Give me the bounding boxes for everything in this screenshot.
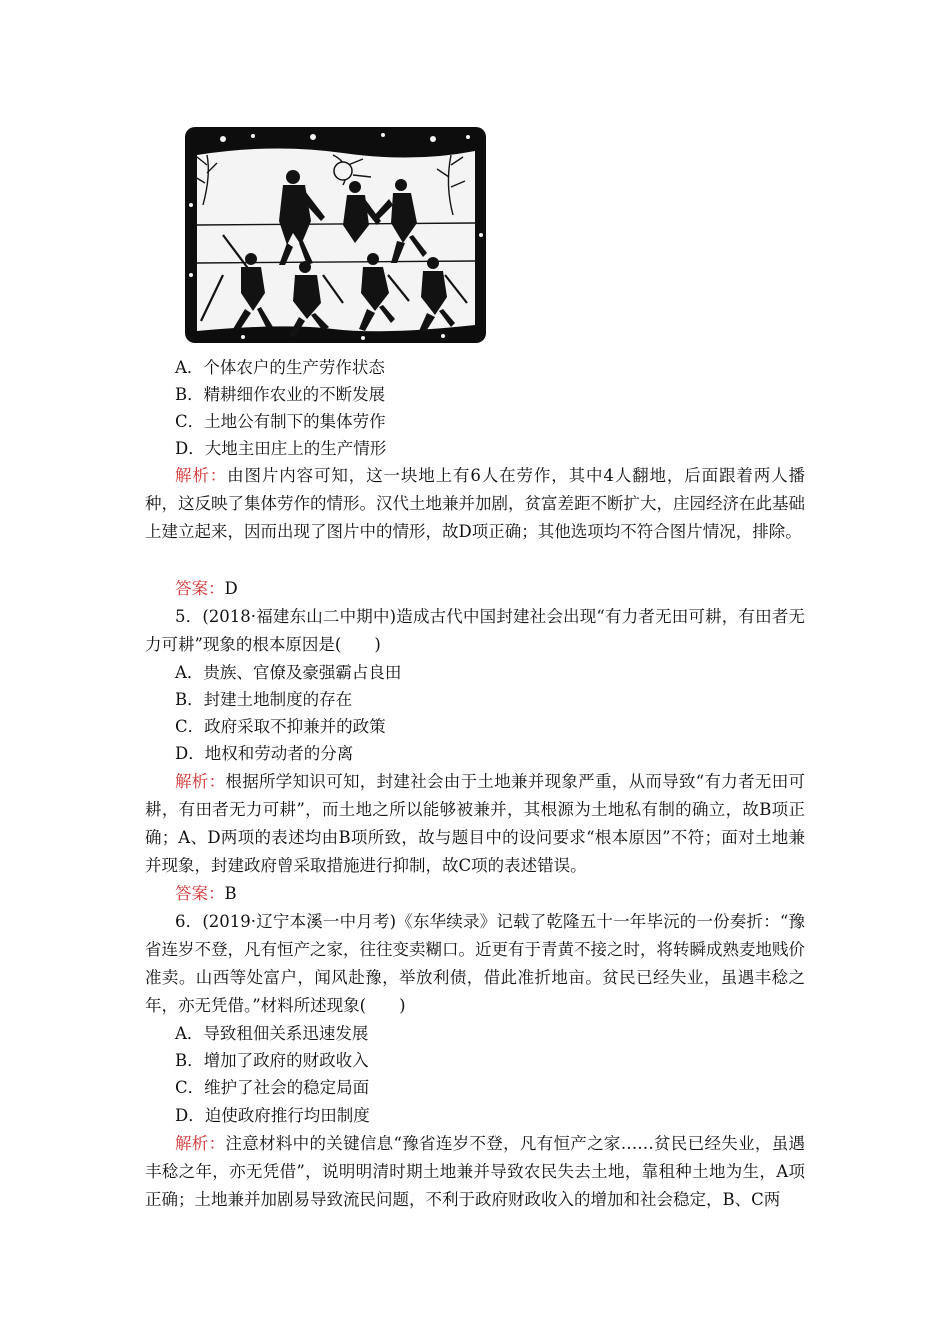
q6-stem: 6．(2019·辽宁本溪一中月考)《东华续录》记载了乾隆五十一年毕沅的一份奏折：“豫省连岁不登，凡有恒产之家，往往变卖糊口。近更有于青黄不接之时，将转瞬成熟麦地贱价准卖。山西等处富户，闻风赴豫，举放利债，借此准折地亩。贫民已经失业，虽遇丰稔之年，亦无凭借。”材料所述现象( ) xyxy=(145,912,805,1015)
q6-analysis-text: 注意材料中的关键信息“豫省连岁不登，凡有恒产之家……贫民已经失业，虽遇丰稔之年，亦无凭借”，说明明清时期土地兼并导致农民失去土地，靠租种土地为生，A项正确；土地兼并加剧易导致流民问题，不利于政府财政收入的增加和社会稳定，B、C两 xyxy=(145,1134,805,1209)
q5-stem: 5．(2018·福建东山二中期中)造成古代中国封建社会出现“有力者无田可耕，有田者无力可耕”现象的根本原因是( ) xyxy=(145,607,805,654)
q4-option-d: D．大地主田庄上的生产情形 xyxy=(175,439,387,458)
q6-option-a: A．导致租佃关系迅速发展 xyxy=(175,1024,369,1043)
q5-option-c: C．政府采取不抑兼并的政策 xyxy=(175,717,386,736)
q5-analysis xyxy=(145,768,805,880)
q5-option-a: A．贵族、官僚及豪强霸占良田 xyxy=(175,663,402,682)
q4-analysis xyxy=(145,462,805,546)
q5-answer-value: B xyxy=(224,884,237,903)
q4-analysis-text: 由图片内容可知，这一块地上有6人在劳作，其中4人翻地，后面跟着两人播种，这反映了集体劳作的情形。汉代土地兼并加剧，贫富差距不断扩大，庄园经济在此基础上建立起来，因而出现了图片中的情形，故D项正确；其他选项均不符合图片情况，排除。 xyxy=(145,466,805,541)
q4-answer-label: 答案： xyxy=(175,579,225,598)
q5-analysis-text: 根据所学知识可知，封建社会由于土地兼并现象严重，从而导致“有力者无田可耕，有田者无力可耕”，而土地之所以能够被兼并，其根源为土地私有制的确立，故B项正确；A、D两项的表述均由B项所致，故与题目中的设问要求“根本原因”不符；面对土地兼并现象，封建政府曾采取措施进行抑制，故C项的表述错误。 xyxy=(145,772,806,875)
q5-answer-label: 答案： xyxy=(175,884,225,903)
q6-option-b: B．增加了政府的财政收入 xyxy=(175,1051,369,1070)
q6-option-c: C．维护了社会的稳定局面 xyxy=(175,1078,370,1097)
q4-option-a: A．个体农户的生产劳作状态 xyxy=(175,358,385,377)
q6-option-d: D．迫使政府推行均田制度 xyxy=(175,1106,370,1125)
q4-option-c: C．土地公有制下的集体劳作 xyxy=(175,412,386,431)
q6-analysis-label: 解析： xyxy=(175,1134,226,1153)
q4-answer xyxy=(175,575,238,603)
q4-option-b: B．精耕细作农业的不断发展 xyxy=(175,385,386,404)
q5-answer xyxy=(175,880,237,908)
q5-analysis-label: 解析： xyxy=(175,772,226,791)
farming-rubbing-image xyxy=(183,125,488,345)
q6-analysis xyxy=(145,1130,805,1214)
q5-option-d: D．地权和劳动者的分离 xyxy=(175,744,354,763)
q5-option-b: B．封建土地制度的存在 xyxy=(175,690,353,709)
farming-scene-illustration xyxy=(183,125,488,345)
q4-answer-value: D xyxy=(224,579,238,598)
q4-analysis-label: 解析： xyxy=(175,466,228,485)
